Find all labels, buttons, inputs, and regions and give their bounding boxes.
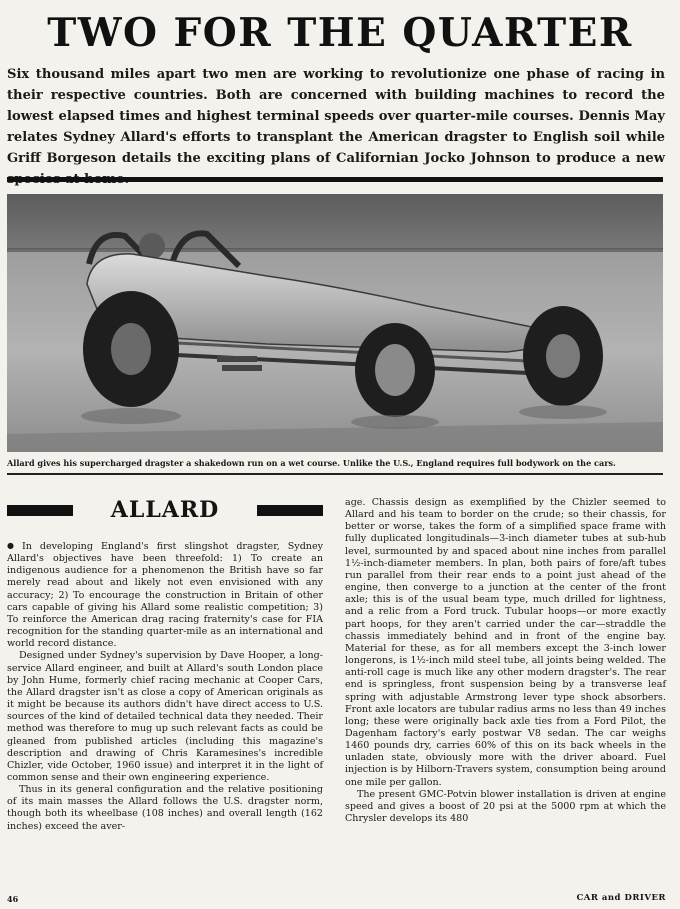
bullet-icon: ● [7, 541, 19, 550]
dragster-photo-illustration [7, 194, 663, 452]
section-title: ALLARD [110, 497, 220, 523]
photo-caption: Allard gives his supercharged dragster a shakedown run on a wet course. Unlike the U.S., England requires full bodywork on the cars. [7, 458, 616, 468]
dragster-photo [7, 194, 663, 452]
caption-rule [7, 473, 663, 475]
section-header [7, 496, 323, 524]
paragraph: Designed under Sydney's supervision by Dave Hooper, a long-service Allard engineer, and built at Allard's south London place by John Hume, formerly chief racing mechanic at Cooper Cars, the Allard dragster isn't as close a copy of American originals as it might be because its authors didn't have direct access to U.S. sources of the kind of detailed technical data they needed. Their method was therefore to mug up such relevant facts as could be gleaned from published articles (including this magazine's description and drawing of Chris Karamesines's incredible Chizler, vide October, 1960 issue) and interpret it in the light of common sense and their own engineering experience. [7, 650, 323, 783]
article-title: TWO FOR THE QUARTER [47, 10, 633, 56]
top-rule [7, 177, 663, 182]
paragraph [7, 540, 323, 650]
right-column [345, 497, 666, 892]
paragraph: The present GMC-Potvin blower installation is driven at engine speed and gives a boost of 20 psi at the 5000 rpm at which the Chrysler develops its 480 [345, 788, 666, 825]
article-intro: Six thousand miles apart two men are working to revolutionize one phase of racing in their respective countries. Both are concerned with building machines to record the lowest elapsed times and highest terminal speeds over quarter-mile courses. Dennis May relates Sydney Allard's efforts to transplant the American dragster to English soil while Griff Borgeson details the exciting plans of Californian Jocko Johnson to produce a new [7, 67, 665, 166]
page-number: 46 [7, 894, 19, 904]
paragraph: age. Chassis design as exemplified by the Chizler seemed to Allard and his team to border on the crude; so their chassis, for better or worse, takes the form of a simplified space frame with fully duplicated longitudinals—3-inch diameter tubes at sub-hub level, surmounted by and spaced about nine inches from parallel 1½-inch-diameter members. In plan, both pairs of fore/aft tubes run parallel from their rear ends to a point just ahead of the engine, then converge to a junction at the center of the front axle; this is of the usual beam type, much drilled for lightness, and a relic from a Ford truck. Tubular hoops—or more exactly part hoops, for they aren't carried under the car—straddle the chassis immediately behind and in front of the engine bay. Material for these, as for all members except the 3-inch lower longerons, is 1½-inch mild steel tube, all joints being welded. The anti-roll cage is much like any other modern dragster's. The rear end is springless, front suspension being by a transverse leaf spring with adjustable Armstrong lever type shock absorbers. Front axle locators are tubular radius arms no less than 49 inches long; these were originally back axle ties from a Ford Pilot, the Dagenham factory's early postwar V8 sedan. The car weighs 1460 pounds dry, carries 60% of this on its back wheels in the unladen state, obviously more with the driver aboard. Fuel injection is by Hilborn-Travers system, consumption being around one mile per gallon. [345, 497, 666, 788]
paragraph-text: In developing England's first slingshot dragster, Sydney Allard's objectives have been threefold: 1) To create an indigenous audience for a phenomenon the British have so far merely read about and likely not even envisioned with any accuracy; 2) To encourage the construction in Britain of other cars capable of giving his Allard some realistic competition; 3) To reinforce the American drag racing fraternity's case for FIA recognition for the standing quarter-mile as an international and world record distance. [7, 541, 323, 650]
heading-bar-right [257, 505, 323, 516]
paragraph: Thus in its general configuration and the relative positioning of its main masses the Allard follows the U.S. dragster norm, though both its wheelbase (108 inches) and overall length (162 inches) exceed the aver- [7, 784, 323, 832]
magazine-name: CAR and DRIVER [576, 893, 666, 903]
left-column [7, 540, 323, 892]
